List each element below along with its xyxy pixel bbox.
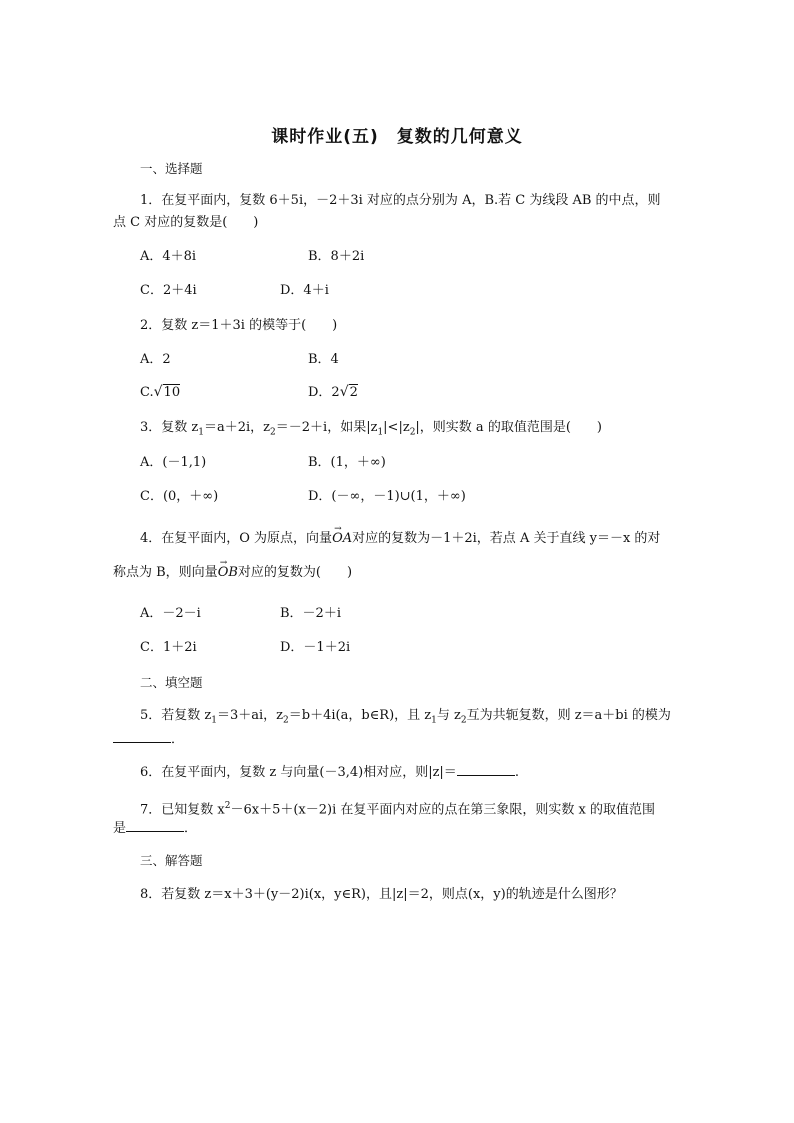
q2-option-a: A．2 bbox=[140, 352, 171, 367]
q1-stem-line2: 点 C 对应的复数是( ) bbox=[113, 215, 259, 230]
q7-stem-line1: 7．已知复数 $x^2-6x+5+(x-2)i$ 在复平面内对应的点在第三象限，则实数 x 的取值范围 bbox=[140, 801, 655, 818]
q2-option-c: C.√10 bbox=[140, 384, 181, 400]
vector-oa: → OA bbox=[332, 530, 352, 548]
q4-stem-line2: 称点为 B，则向量→ OB对应的复数为( ) bbox=[113, 564, 352, 582]
q2-stem: 2．复数 z＝1＋3i 的模等于( ) bbox=[140, 318, 338, 333]
q4-option-c: C．1＋2i bbox=[140, 640, 197, 655]
q2-option-b: B．4 bbox=[308, 352, 339, 367]
q5-answer-blank[interactable] bbox=[113, 730, 171, 743]
q2-option-d-prefix: D．2 bbox=[308, 385, 340, 400]
q3-option-d: D．(－∞，－1)∪(1，＋∞) bbox=[308, 489, 466, 504]
vector-ob: → OB bbox=[218, 564, 238, 582]
q1-option-c: C．2＋4i bbox=[140, 283, 197, 298]
section-heading-fill: 二、填空题 bbox=[140, 675, 203, 690]
q5-stem: 5．若复数 $z_1=3+ai$，$z_2=b+4i(a$，b∈R)，且 $z_1$与 $z_2$互为共轭复数，则 z＝a＋bi 的模为 bbox=[140, 708, 671, 726]
q2-option-d: D．2√2 bbox=[308, 384, 358, 400]
q8-stem: 8．若复数 z＝x＋3＋(y－2)i(x，y∈R)，且|z|＝2，则点(x，y)的轨迹是什么图形？ bbox=[140, 887, 623, 902]
q3-option-a: A．(－1,1) bbox=[140, 455, 207, 470]
q2-option-c-prefix: C. bbox=[140, 385, 154, 400]
q3-stem: 3．复数 $z_1=a+2i$，$z_2=-2+i$，如果$|z_1|<|z_2|$，则实数 a 的取值范围是( ) bbox=[140, 420, 602, 438]
q2-option-c-radicand: 10 bbox=[163, 385, 181, 400]
q7-stem-line2: 是 ． bbox=[113, 821, 198, 836]
q1-option-b: B．8＋2i bbox=[308, 249, 365, 264]
q2-option-d-radicand: 2 bbox=[349, 385, 358, 400]
page-title: 课时作业(五) 复数的几何意义 bbox=[271, 127, 523, 147]
q5-answer-line: ． bbox=[113, 730, 184, 749]
q4-option-b: B．－2＋i bbox=[280, 606, 341, 621]
q4-option-a: A．－2－i bbox=[140, 606, 201, 621]
q1-option-d: D．4＋i bbox=[280, 283, 329, 298]
q4-stem-line1: 4．在复平面内，O 为原点，向量→ OA对应的复数为－1＋2i，若点 A 关于直线 y＝－x 的对 bbox=[140, 530, 660, 548]
section-heading-solve: 三、解答题 bbox=[140, 853, 203, 868]
q3-option-c: C．(0，＋∞) bbox=[140, 489, 219, 504]
q1-stem-line1: 1．在复平面内，复数 6＋5i，－2＋3i 对应的点分别为 A，B.若 C 为线段 AB 的中点，则 bbox=[140, 193, 661, 208]
q1-option-a: A．4＋8i bbox=[140, 249, 197, 264]
q7-answer-blank[interactable] bbox=[126, 819, 184, 832]
q4-option-d: D．－1＋2i bbox=[280, 640, 351, 655]
q3-option-b: B．(1，＋∞) bbox=[308, 455, 386, 470]
q6-stem: 6．在复平面内，复数 z 与向量(－3,4)相对应，则|z|＝ . bbox=[140, 765, 519, 780]
q6-answer-blank[interactable] bbox=[457, 763, 515, 776]
section-heading-choice: 一、选择题 bbox=[140, 161, 203, 176]
